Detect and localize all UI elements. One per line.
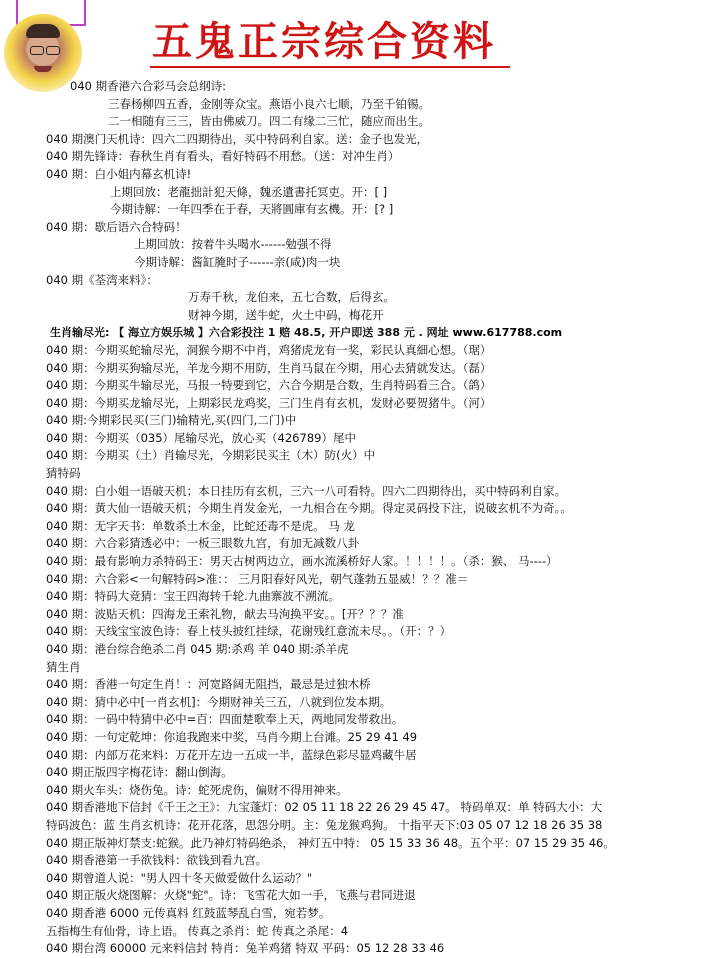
- text-line: 040 期火车头：烧伤兔。诗：蛇死虎伤，偏财不得用神来。: [46, 782, 348, 797]
- ad-label: 生肖输尽光:: [50, 326, 110, 340]
- text-line: 040 期：一句定乾坤：你追我跑来中奖，马肖今期上台滩。25 29 41 49: [46, 729, 418, 744]
- text-line: 040 期：今期买（土）肖输尽光，今期彩民买主（木）防(火）中: [46, 448, 376, 463]
- text-line: 040 期台湾 60000 元来料信封 特肖：兔羊鸡猪 特双 平码：05 12 28 33 46: [46, 941, 445, 956]
- text-line: 040 期正版四字梅花诗：翻山倒海。: [46, 765, 233, 780]
- text-line: 万寿千秋，龙伯来，五七合数，后得玄。: [188, 290, 395, 305]
- text-line: 040 期《荃湾来料》：: [46, 272, 158, 287]
- text-line: 040 期曾道人说："男人四十冬天做爱做什么运动？": [46, 870, 313, 885]
- text-line: 040 期：黄大仙一语破天机；今期生肖发金光，一九相合在今期。得定灵码投下注，说破玄机不为奇。。: [46, 501, 572, 516]
- text-line: 040 期：天线宝宝波色诗：春上枝头披红挂绿，花谢残红意流未尽。。（开：？）: [46, 624, 452, 639]
- text-line: 040 期香港六合彩马会总纲诗:: [70, 79, 226, 93]
- text-line: 040 期：猜中必中[一肖玄机]：今期财神关三五，八就到位发本期。: [46, 694, 392, 709]
- text-line: 040 期：今期买牛输尽光，马报一特要到它，六合今期是合数，生肖特码看三合。（鸽）: [46, 378, 492, 393]
- text-line: 040 期：歇后语六合特码！: [46, 219, 187, 234]
- text-line: 二一相随有三三，皆由佛威刀。四二有缘二三忙，随应而出生。: [108, 114, 430, 129]
- avatar-hair: [26, 24, 60, 38]
- text-line: 040 期先锋诗：春秋生肖有看头，看好特码不用愁。（送：对冲生肖）: [46, 149, 400, 164]
- avatar-glasses-right: [46, 46, 60, 55]
- text-line: 040 期：今期买狗输尽光，羊龙今期不用防，生肖马鼠在今期，用心去猜就发达。（磊）: [46, 360, 492, 375]
- text-line: 040 期香港第一手欲钱料：欲钱到看九宫。: [46, 853, 268, 868]
- text-line: 040 期：一码中特猜中必中=百：四面楚歌奉上天，两地同发带救出。: [46, 712, 404, 727]
- avatar-mouth: [34, 66, 52, 72]
- ad-text: 【 海立方娱乐城 】六合彩投注 1 赔 48.5, 开户即送 388 元 . 网址: [113, 326, 449, 340]
- text-line: 040 期：港台综合绝杀二肖 045 期:杀鸡 羊 040 期:杀羊虎: [46, 642, 349, 656]
- text-line: 040 期：白小姐一语破天机；本日挂历有玄机，三六一八可看特。四六二四期待出，买中特码利自家。: [46, 483, 567, 498]
- text-line: 上期回放：按着牛头喝水------勉强不得: [134, 237, 332, 252]
- text-line: 040 期香港 6000 元传真料 红鼓蓝琴乱白雪，宛若梦。: [46, 905, 331, 920]
- text-line: 040 期：白小姐内幕玄机诗!: [46, 166, 192, 181]
- text-line: 今期诗解：酱缸腌时子------亲(咸)肉一块: [134, 254, 341, 269]
- text-line: 040 期：波贴天机：四海龙王索礼物，献去马洵换平安。。[开？？？准: [46, 606, 404, 621]
- ad-line: [50, 324, 720, 342]
- page-title: 五鬼正宗综合资料: [152, 18, 496, 65]
- text-line: 特码波色：蓝 生肖玄机诗：花开花落，思怨分明。主：兔龙猴鸡狗。 十指平天下:03 05 07 12 18 26 35 38: [46, 817, 603, 832]
- section-heading: 猜特码: [46, 466, 81, 481]
- document-body: [0, 78, 720, 958]
- avatar-glasses-left: [30, 46, 44, 55]
- text-line: 040 期正版火烧图解：火烧"蛇"。诗：飞雪花大如一手，飞燕与君同进退: [46, 888, 416, 903]
- text-line: 040 期香港地下信封《千王之王》：九宝蓬灯：02 05 11 18 22 26 29 45 47。 特码单双：单 特码大小：大: [46, 800, 603, 815]
- text-line: 040 期：特码大竞猜：宝王四海转千轮.九曲寨波不溯流。: [46, 589, 340, 604]
- text-line: 040 期：六合彩猜透必中：一板三眼数九宫，有加无减数八卦: [46, 536, 360, 551]
- ad-url-link[interactable]: www.617788.com: [452, 326, 563, 340]
- text-line: 040 期：今期买（035）尾输尽光，放心买（426789）尾中: [46, 430, 356, 445]
- title-underline: [150, 66, 510, 68]
- text-line: 财神今期，送牛蛇，火土中码，梅花开: [188, 307, 384, 322]
- text-line: 040 期：香港一句定生肖！：河宽路阔无阻挡，最忌是过独木桥: [46, 677, 371, 692]
- text-line: 040 期:今期彩民买(三门)输精光,买(四门,二门)中: [46, 413, 297, 428]
- text-line: 040 期：最有影响力杀特码王：男天古树两边立，画水流溪桥好人家。！！！！。（杀：猴、 马----）: [46, 554, 558, 569]
- text-line: 040 期：内部万花来料：万花开左边一五成一半，蓝绿色彩尽显鸡藏牛居: [46, 747, 417, 762]
- text-line: 上期回放：老龍拙計犯天條，魏丞遺書托冥吏。开：[ ]: [110, 184, 388, 199]
- text-line: 五指梅生有仙骨，诗上语。 传真之杀肖：蛇 传真之杀尾：4: [46, 923, 349, 938]
- text-line: 040 期：今期买龙输尽光，上期彩民龙鸡奖，三门生肖有玄机，发财必要贺猪牛。（河）: [46, 395, 492, 410]
- text-line: 040 期：六合彩<一句解特码>准：： 三月阳春好风光，朝气蓬勃五显威！？？准＝: [46, 571, 469, 586]
- text-line: 040 期正版神灯禁支:蛇猴。此乃神灯特码绝杀， 神灯五中特： 05 15 33 36 48。五个平：07 15 29 35 46。: [46, 835, 615, 850]
- text-line: 今期诗解：一年四季在于春，天將圓庫有玄機。开：[? ]: [110, 202, 394, 217]
- text-line: 040 期：今期买蛇输尽光，洞猴今期不中肖，鸡猪虎龙有一奖，彩民认真細心想。（琚）: [46, 342, 492, 357]
- text-line: 040 期：无字天书：单数杀土木金，比蛇还毒不是虎。 马 龙: [46, 518, 355, 533]
- text-line: 040 期澳门天机诗：四六二四期待出，买中特码利自家。送：金子也发光，: [46, 131, 429, 146]
- section-heading: 猜生肖: [46, 659, 81, 674]
- text-line: 三春杨柳四五香，金刚等众宝。燕语小良六七顺，乃至千铂锡。: [108, 96, 430, 111]
